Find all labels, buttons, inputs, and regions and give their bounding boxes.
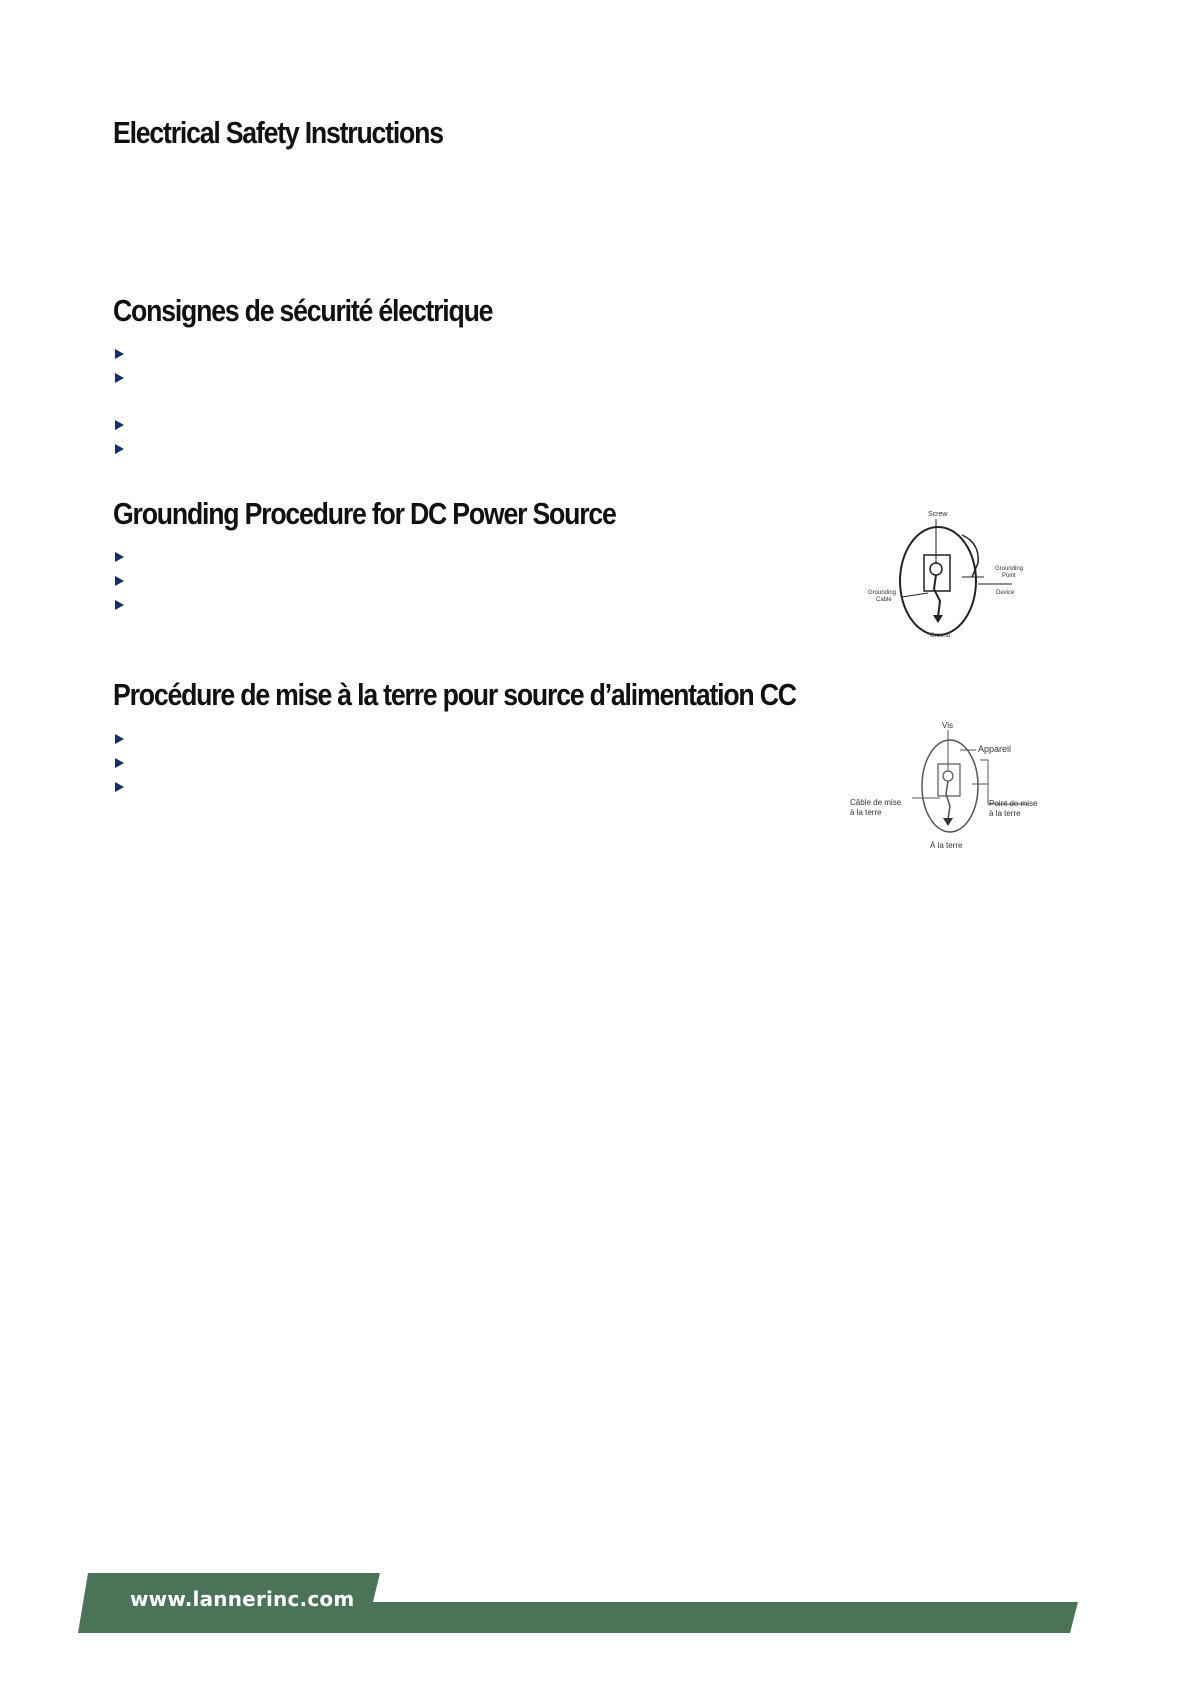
triangle-bullet-icon — [115, 552, 124, 562]
grounding-cable — [946, 781, 950, 820]
bullet-item — [115, 348, 129, 362]
bullet-item — [115, 757, 129, 771]
footer-website-link[interactable]: www.lannerinc.com — [130, 1587, 355, 1611]
bullet-item — [115, 443, 129, 457]
triangle-bullet-icon — [115, 444, 124, 454]
ground-arrow-icon — [943, 818, 953, 826]
bullet-item — [115, 599, 129, 613]
label-screw: Screw — [928, 511, 948, 518]
bullet-item — [115, 372, 129, 386]
screw-icon — [930, 563, 942, 575]
label-grounding-point-2: Point — [1002, 573, 1016, 579]
grounding-diagram-fr — [848, 720, 1068, 860]
plate — [938, 764, 960, 796]
cable-leader — [902, 593, 928, 597]
triangle-bullet-icon — [115, 576, 124, 586]
screw-icon — [943, 771, 953, 781]
bullet-item — [115, 419, 129, 433]
triangle-bullet-icon — [115, 349, 124, 359]
triangle-bullet-icon — [115, 734, 124, 744]
label-a-la-terre: À la terre — [930, 841, 963, 850]
plate — [924, 555, 950, 591]
label-cable-mise-terre-1: Câble de mise — [850, 798, 902, 807]
triangle-bullet-icon — [115, 758, 124, 768]
label-device: Device — [996, 590, 1015, 596]
triangle-bullet-icon — [115, 373, 124, 383]
label-grounding-cable-2: Cable — [876, 597, 892, 603]
ground-arrow-icon — [933, 615, 943, 623]
section-title-procedure-mise-terre: Procédure de mise à la terre pour source d’alimentation CC — [113, 677, 796, 712]
footer-band — [0, 1560, 1192, 1680]
label-cable-mise-terre-2: à la terre — [850, 808, 882, 817]
label-grounding-point-1: Grounding — [995, 566, 1024, 572]
triangle-bullet-icon — [115, 420, 124, 430]
bullet-item — [115, 575, 129, 589]
label-appareil: Appareil — [978, 744, 1012, 754]
label-point-mise-terre-1: Point de mise — [989, 799, 1038, 808]
grounding-diagram-en — [862, 505, 1042, 650]
grounding-cable — [934, 575, 940, 617]
label-ground: Ground — [930, 633, 951, 639]
label-vis: Vis — [942, 721, 953, 730]
label-grounding-cable-1: Grounding — [868, 590, 897, 596]
section-title-grounding-dc: Grounding Procedure for DC Power Source — [113, 496, 616, 531]
bullet-item — [115, 551, 129, 565]
label-point-mise-terre-2: à la terre — [989, 809, 1021, 818]
device-outline — [980, 760, 1028, 804]
section-title-electrical-safety: Electrical Safety Instructions — [113, 115, 443, 150]
bullet-item — [115, 781, 129, 795]
section-title-consignes-securite: Consignes de sécurité électrique — [113, 293, 493, 328]
triangle-bullet-icon — [115, 782, 124, 792]
bullet-item — [115, 733, 129, 747]
triangle-bullet-icon — [115, 600, 124, 610]
